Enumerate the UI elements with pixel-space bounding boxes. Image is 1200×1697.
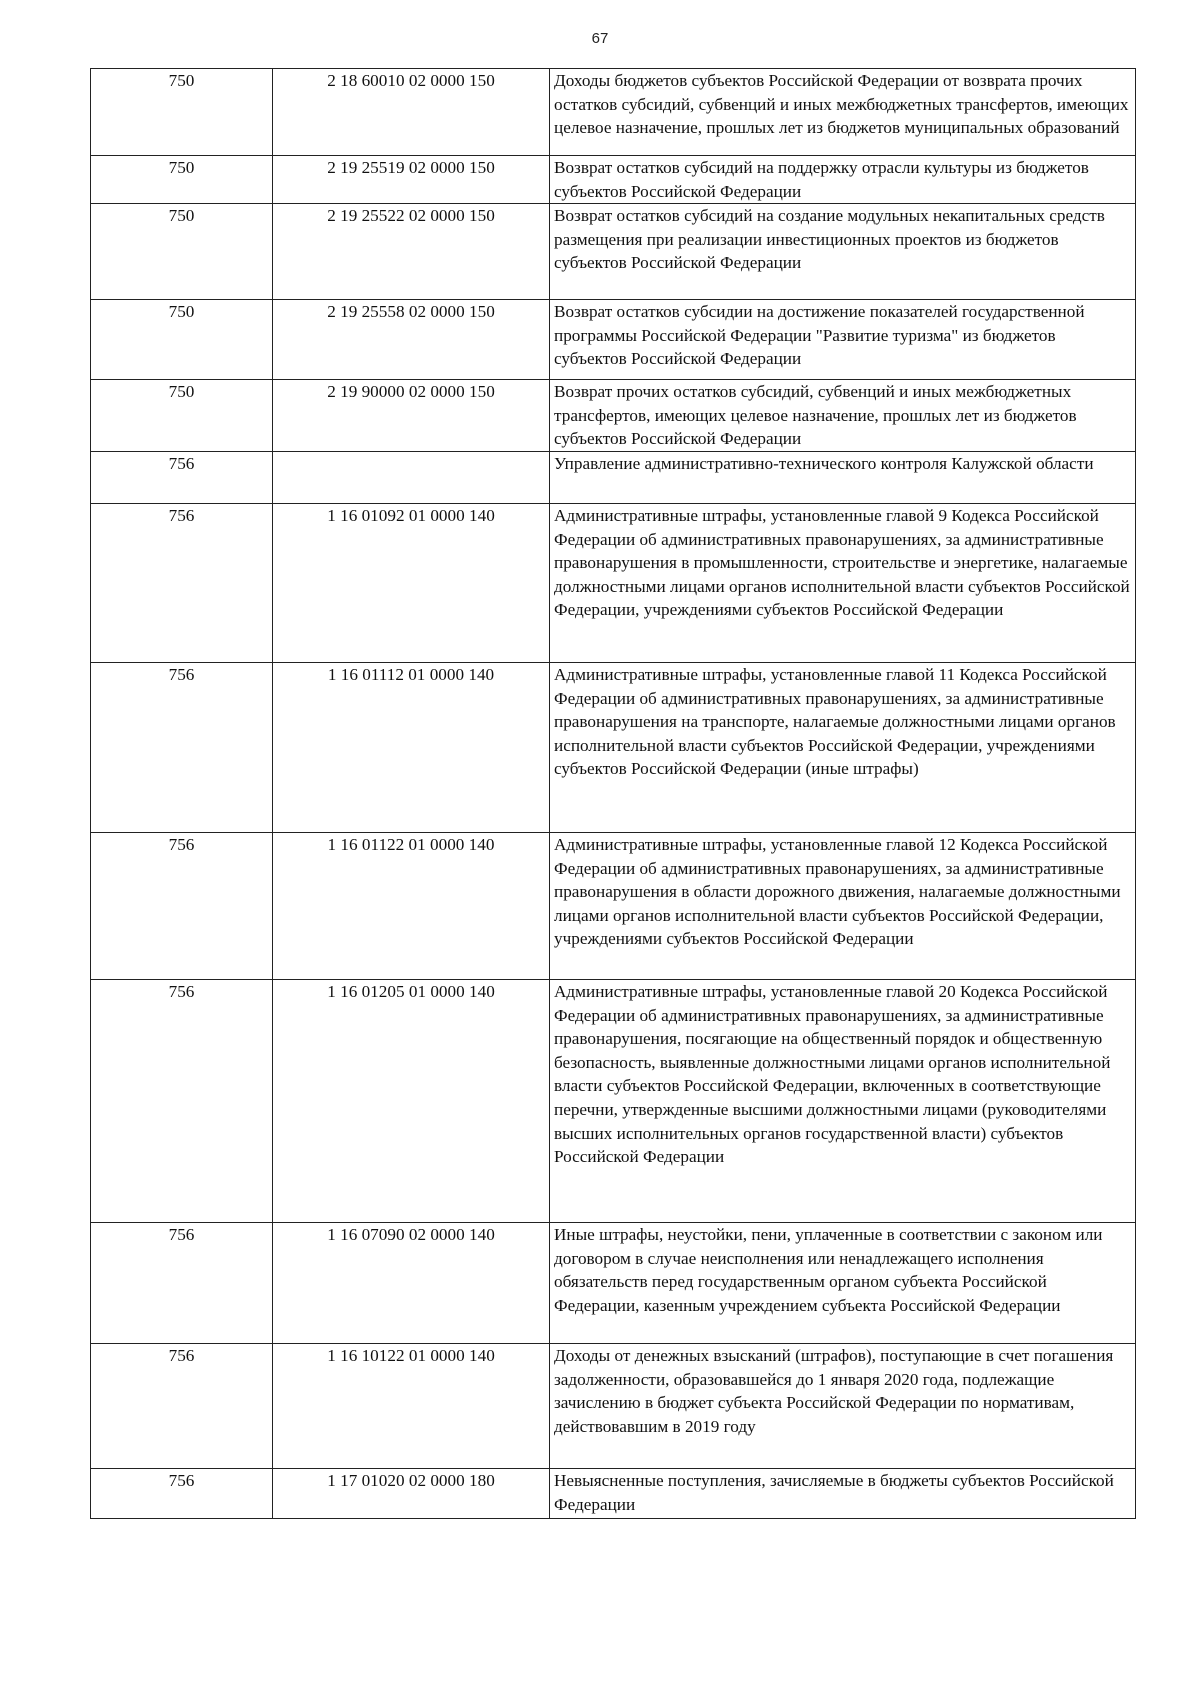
budget-code-cell: 1 16 07090 02 0000 140 — [273, 1222, 550, 1343]
admin-code-cell: 750 — [91, 156, 273, 204]
revenue-name-cell: Невыясненные поступления, зачисляемые в бюджеты субъектов Российской Федерации — [550, 1468, 1136, 1518]
page-number: 67 — [591, 30, 609, 47]
revenue-name-cell: Возврат остатков субсидий на поддержку отрасли культуры из бюджетов субъектов Российской Федерации — [550, 156, 1136, 204]
revenue-name-cell: Иные штрафы, неустойки, пени, уплаченные в соответствии с законом или договором в случае неисполнения или ненадлежащего исполнения обязательств перед государственным органом субъекта Российской Федерации, казенным учреждением субъекта Российской Федерации — [550, 1222, 1136, 1343]
budget-classification-table — [90, 68, 1136, 1519]
admin-code-cell: 756 — [91, 979, 273, 1222]
admin-code-cell: 756 — [91, 451, 273, 503]
budget-code-cell: 2 18 60010 02 0000 150 — [273, 69, 550, 156]
budget-code-cell: 2 19 25558 02 0000 150 — [273, 300, 550, 380]
budget-code-cell: 1 16 01092 01 0000 140 — [273, 503, 550, 662]
table-row — [91, 1222, 1136, 1343]
admin-code-cell: 756 — [91, 662, 273, 832]
budget-code-cell: 2 19 90000 02 0000 150 — [273, 380, 550, 452]
revenue-name-cell: Административные штрафы, установленные главой 12 Кодекса Российской Федерации об административных правонарушениях, за административные правонарушения в области дорожного движения, налагаемые должностными лицами органов исполнительной власти субъектов Российской Федерации, учреждениями субъектов Российской Федерации — [550, 832, 1136, 979]
revenue-name-cell: Доходы бюджетов субъектов Российской Федерации от возврата прочих остатков субсидий, субвенций и иных межбюджетных трансфертов, имеющих целевое назначение, прошлых лет из бюджетов муниципальных образований — [550, 69, 1136, 156]
table-row — [91, 380, 1136, 452]
revenue-name-cell: Административные штрафы, установленные главой 20 Кодекса Российской Федерации об административных правонарушениях, за административные правонарушения, посягающие на общественный порядок и общественную безопасность, выявленные должностными лицами органов исполнительной власти субъектов Российской Федерации, включенных в соответствующие перечни, утвержденные высшими должностными лицами (руководителями высших исполнительных органов государственной власти) субъектов Российской Федерации — [550, 979, 1136, 1222]
admin-code-cell: 750 — [91, 380, 273, 452]
revenue-name-cell: Возврат остатков субсидии на достижение показателей государственной программы Российской Федерации "Развитие туризма" из бюджетов субъектов Российской Федерации — [550, 300, 1136, 380]
admin-code-cell: 756 — [91, 503, 273, 662]
table-row — [91, 69, 1136, 156]
admin-code-cell: 756 — [91, 1343, 273, 1468]
budget-code-cell: 2 19 25519 02 0000 150 — [273, 156, 550, 204]
budget-code-cell: 2 19 25522 02 0000 150 — [273, 204, 550, 300]
table-row — [91, 1343, 1136, 1468]
table-row — [91, 300, 1136, 380]
table-row — [91, 662, 1136, 832]
budget-code-cell: 1 16 01205 01 0000 140 — [273, 979, 550, 1222]
table-row — [91, 451, 1136, 503]
table-row — [91, 204, 1136, 300]
admin-code-cell: 756 — [91, 1468, 273, 1518]
revenue-name-cell: Административные штрафы, установленные главой 9 Кодекса Российской Федерации об административных правонарушениях, за административные правонарушения в промышленности, строительстве и энергетике, налагаемые должностными лицами органов исполнительной власти субъектов Российской Федерации, учреждениями субъектов Российской Федерации — [550, 503, 1136, 662]
admin-code-cell: 756 — [91, 1222, 273, 1343]
table-row — [91, 1468, 1136, 1518]
admin-code-cell: 750 — [91, 69, 273, 156]
table-row — [91, 503, 1136, 662]
admin-code-cell: 750 — [91, 300, 273, 380]
table-row — [91, 156, 1136, 204]
revenue-name-cell: Доходы от денежных взысканий (штрафов), поступающие в счет погашения задолженности, образовавшейся до 1 января 2020 года, подлежащие зачислению в бюджет субъекта Российской Федерации по нормативам, действовавшим в 2019 году — [550, 1343, 1136, 1468]
budget-code-cell: 1 16 01122 01 0000 140 — [273, 832, 550, 979]
admin-code-cell: 756 — [91, 832, 273, 979]
revenue-name-cell: Возврат остатков субсидий на создание модульных некапитальных средств размещения при реализации инвестиционных проектов из бюджетов субъектов Российской Федерации — [550, 204, 1136, 300]
budget-code-cell: 1 16 10122 01 0000 140 — [273, 1343, 550, 1468]
table-row — [91, 832, 1136, 979]
budget-code-cell — [273, 451, 550, 503]
budget-code-cell: 1 16 01112 01 0000 140 — [273, 662, 550, 832]
table-row — [91, 979, 1136, 1222]
budget-code-cell: 1 17 01020 02 0000 180 — [273, 1468, 550, 1518]
revenue-name-cell: Возврат прочих остатков субсидий, субвенций и иных межбюджетных трансфертов, имеющих целевое назначение, прошлых лет из бюджетов субъектов Российской Федерации — [550, 380, 1136, 452]
admin-code-cell: 750 — [91, 204, 273, 300]
revenue-name-cell: Управление административно-технического контроля Калужской области — [550, 451, 1136, 503]
revenue-name-cell: Административные штрафы, установленные главой 11 Кодекса Российской Федерации об административных правонарушениях, за административные правонарушения на транспорте, налагаемые должностными лицами органов исполнительной власти субъектов Российской Федерации, учреждениями субъектов Российской Федерации (иные штрафы) — [550, 662, 1136, 832]
